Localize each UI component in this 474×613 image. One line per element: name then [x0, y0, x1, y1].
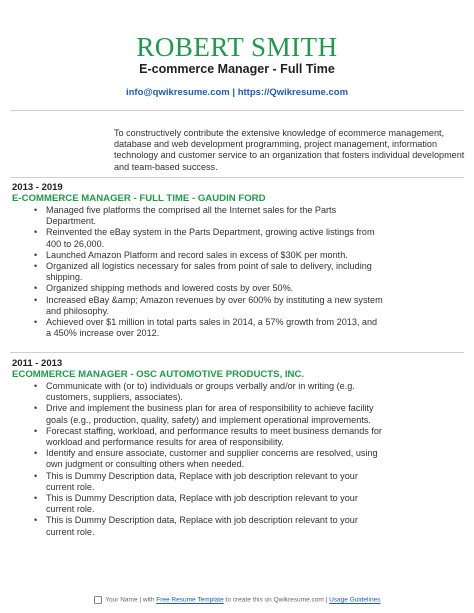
footer-with: with [142, 596, 155, 604]
divider-top [10, 110, 464, 111]
summary-text: To constructively contribute the extensive knowledge of ecommerce management, database and web development programming, project management, information technology and customer service to an organization that fosters individual development and team-based success. [114, 128, 465, 172]
footer-pipe-2: | [325, 596, 328, 604]
bullet-icon: • [34, 381, 38, 391]
contact-separator: | [232, 87, 236, 98]
list-item: • Achieved over $1 million in total parts sales in 2014, a 57% growth from 2013, and a 450% increase over 2012. [34, 317, 378, 339]
list-item: • Launched Amazon Platform and record sales in excess of $30K per month. [34, 249, 348, 260]
bullet-icon: • [34, 249, 38, 260]
list-item: • Drive and implement the business plan for area of responsibility to achieve facility goals (e.g., production, quality, safety) and implement operational improvements. [34, 403, 374, 425]
candidate-role: E-commerce Manager - Full Time [139, 62, 335, 76]
bullet-icon: • [34, 283, 38, 294]
contact-line [0, 87, 474, 98]
list-item: • Identify and ensure associate, customer and supplier concerns are resolved, using own judgment or consulting others when needed. [34, 448, 378, 470]
bullet-icon: • [34, 317, 38, 328]
list-item: • This is Dummy Description data, Replace with job description relevant to your current role. [34, 470, 358, 492]
page-footer [0, 596, 474, 604]
job-dates: 2013 - 2019 [12, 182, 63, 193]
list-item: • Reinvented the eBay system in the Parts Department, growing active listings from 400 to 26,000. [34, 227, 375, 249]
list-item: • Organized shipping methods and lowered costs by over 50%. [34, 283, 294, 294]
document-icon [94, 596, 102, 604]
job-bullets [12, 205, 462, 339]
candidate-name: ROBERT SMITH [136, 32, 338, 62]
footer-middle: to create this on Qwikresume.com [225, 596, 324, 604]
experience-section-1 [12, 182, 462, 339]
list-item: • Increased eBay &amp; Amazon revenues by over 600% by instituting a new system and philosophy. [34, 294, 383, 316]
bullet-icon: • [34, 403, 38, 414]
divider-experience [10, 352, 464, 353]
job-title: E-COMMERCE MANAGER - FULL TIME - GAUDIN FORD [12, 193, 266, 204]
bullet-icon: • [34, 227, 38, 238]
bullet-icon: • [34, 515, 38, 526]
list-item: • Managed five platforms the comprised all the Internet sales for the Parts Department. [34, 205, 337, 227]
bullet-icon: • [34, 448, 38, 459]
bullet-icon: • [34, 493, 38, 504]
list-item: • Forecast staffing, workload, and performance results to meet business demands for workload and performance results for area of responsibility. [34, 425, 382, 448]
experience-section-2 [12, 358, 462, 538]
job-title: ECOMMERCE MANAGER - OSC AUTOMOTIVE PRODUCTS, INC. [12, 369, 305, 380]
website-link[interactable]: https://Qwikresume.com [237, 87, 349, 98]
list-item: • This is Dummy Description data, Replace with job description relevant to your current role. [34, 493, 358, 515]
job-dates: 2011 - 2013 [12, 358, 63, 369]
bullet-icon: • [34, 294, 38, 305]
list-item: • Communicate with (or to) individuals or groups verbally and/or in writing (e.g. customers, suppliers, associates). [34, 381, 355, 403]
bullet-icon: • [34, 261, 38, 272]
usage-guidelines-link[interactable]: Usage Guidelines [329, 596, 381, 604]
free-resume-template-link[interactable]: Free Resume Template [156, 596, 224, 604]
divider-summary [10, 177, 464, 178]
list-item: • Organized all logistics necessary for sales from point of sale to delivery, including shipping. [34, 261, 372, 283]
list-item: • This is Dummy Description data, Replace with job description relevant to your current role. [34, 515, 358, 537]
bullet-icon: • [34, 205, 38, 215]
bullet-icon: • [34, 425, 38, 436]
footer-prefix: Your Name [105, 596, 138, 604]
bullet-icon: • [34, 470, 38, 481]
job-bullets [12, 381, 462, 538]
footer-pipe: | [139, 596, 142, 604]
email-link[interactable]: info@qwikresume.com [125, 87, 230, 98]
